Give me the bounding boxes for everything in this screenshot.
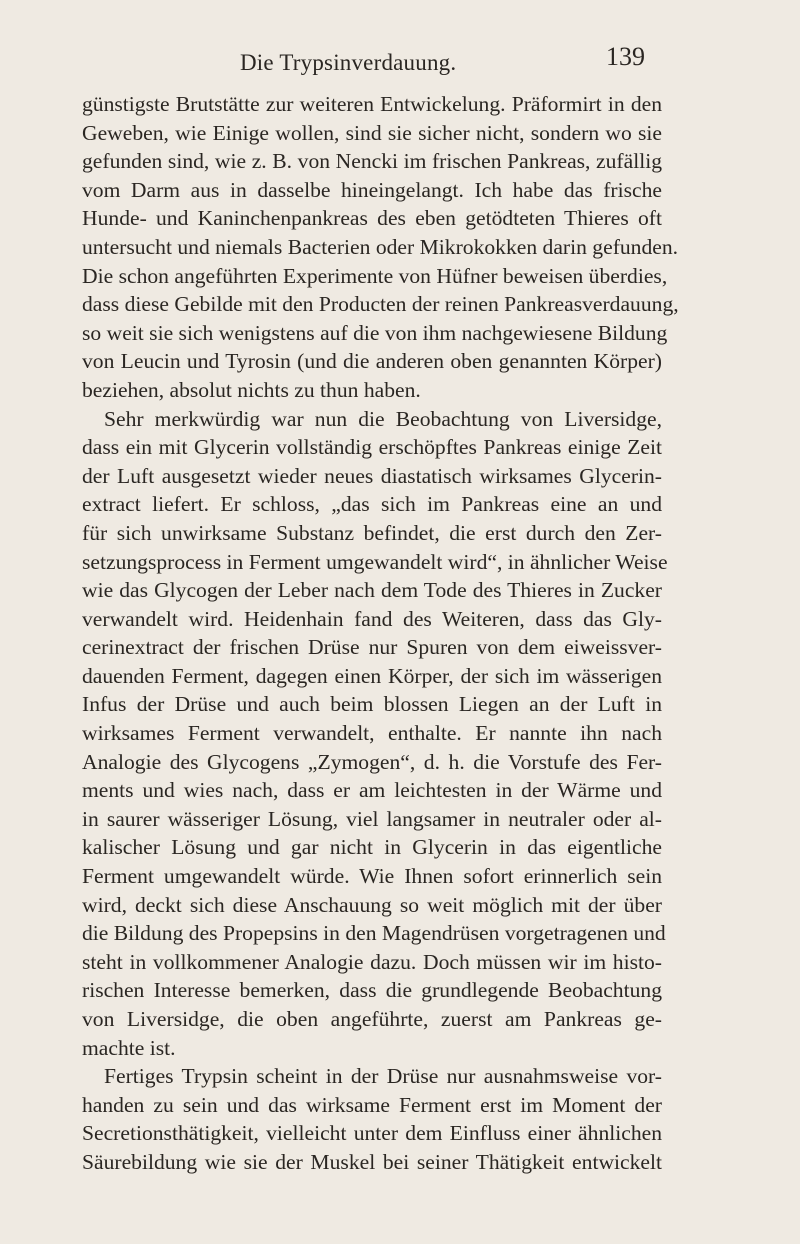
text-line: Geweben, wie Einige wollen, sind sie sicher nicht, sondern wo sie — [82, 120, 662, 145]
text-line: setzungsprocess in Ferment umgewandelt wird“, in ähnlicher Weise — [82, 549, 668, 574]
text-line: steht in vollkommener Analogie dazu. Doch müssen wir im histo- — [82, 949, 662, 974]
text-line: dass diese Gebilde mit den Producten der reinen Pankreasverdauung, — [82, 292, 679, 317]
text-line: wird, deckt sich diese Anschauung so weit möglich mit der über — [82, 892, 662, 917]
running-head — [0, 42, 800, 90]
text-line: Fertiges Trypsin scheint in der Drüse nur ausnahmsweise vor- — [104, 1064, 662, 1089]
text-line: von Liversidge, die oben angeführte, zuerst am Pankreas ge- — [82, 1007, 662, 1031]
text-line: so weit sie sich wenigstens auf die von ihm nachgewiesene Bildung — [82, 320, 668, 345]
text-line: Hunde- und Kaninchenpankreas des eben getödteten Thieres oft — [82, 206, 662, 231]
text-line: Analogie des Glycogens „Zymogen“, d. h. die Vorstufe des Fer- — [82, 749, 662, 774]
text-line: Secretionsthätigkeit, vielleicht unter dem Einfluss einer ähnlichen — [82, 1121, 662, 1146]
text-line: kalischer Lösung und gar nicht in Glycerin in das eigentliche — [82, 835, 662, 860]
text-line: der Luft ausgesetzt wieder neues diastatisch wirksames Glycerin- — [82, 463, 662, 488]
text-line: beziehen, absolut nichts zu thun haben. — [82, 377, 421, 402]
text-line: wie das Glycogen der Leber nach dem Tode des Thieres in Zucker — [82, 578, 662, 603]
text-line: gefunden sind, wie z. B. von Nencki im frischen Pankreas, zufällig — [82, 149, 662, 174]
text-line: Säurebildung wie sie der Muskel bei seiner Thätigkeit entwickelt — [82, 1149, 662, 1174]
text-line: extract liefert. Er schloss, „das sich im Pankreas eine an und — [82, 492, 662, 517]
text-line: Ferment umgewandelt würde. Wie Ihnen sofort erinnerlich sein — [82, 864, 662, 889]
text-line: von Leucin und Tyrosin (und die anderen oben genannten Körper) — [82, 349, 662, 374]
body-text — [82, 90, 679, 1177]
text-line: ments und wies nach, dass er am leichtesten in der Wärme und — [82, 778, 662, 803]
text-line: vom Darm aus in dasselbe hineingelangt. Ich habe das frische — [82, 177, 662, 202]
text-line: dass ein mit Glycerin vollständig erschöpftes Pankreas einige Zeit — [82, 435, 662, 460]
text-line: dauenden Ferment, dagegen einen Körper, der sich im wässerigen — [82, 663, 662, 688]
text-line: untersucht und niemals Bacterien oder Mikrokokken darin gefunden. — [82, 234, 679, 259]
text-line: Infus der Drüse und auch beim blossen Liegen an der Luft in — [82, 692, 662, 717]
text-line: cerinextract der frischen Drüse nur Spuren von dem eiweissver- — [82, 635, 662, 660]
text-line: wirksames Ferment verwandelt, enthalte. Er nannte ihn nach — [82, 721, 662, 746]
running-title: Die Trypsinverdauung. — [240, 50, 457, 75]
page-number: 139 — [606, 42, 645, 71]
text-line: machte ist. — [82, 1035, 176, 1060]
text-line: die Bildung des Propepsins in den Magendrüsen vorgetragenen und — [82, 921, 666, 946]
text-line: für sich unwirksame Substanz befindet, die erst durch den Zer- — [82, 520, 662, 545]
text-line: Die schon angeführten Experimente von Hüfner beweisen überdies, — [82, 263, 668, 288]
text-line: günstigste Brutstätte zur weiteren Entwickelung. Präformirt in den — [82, 92, 662, 116]
text-line: handen zu sein und das wirksame Ferment erst im Moment der — [82, 1092, 662, 1117]
text-line: rischen Interesse bemerken, dass die grundlegende Beobachtung — [82, 978, 662, 1003]
text-line: verwandelt wird. Heidenhain fand des Weiteren, dass das Gly- — [82, 606, 662, 631]
text-line: Sehr merkwürdig war nun die Beobachtung von Liversidge, — [104, 406, 662, 431]
text-line: in saurer wässeriger Lösung, viel langsamer in neutraler oder al- — [82, 806, 662, 831]
